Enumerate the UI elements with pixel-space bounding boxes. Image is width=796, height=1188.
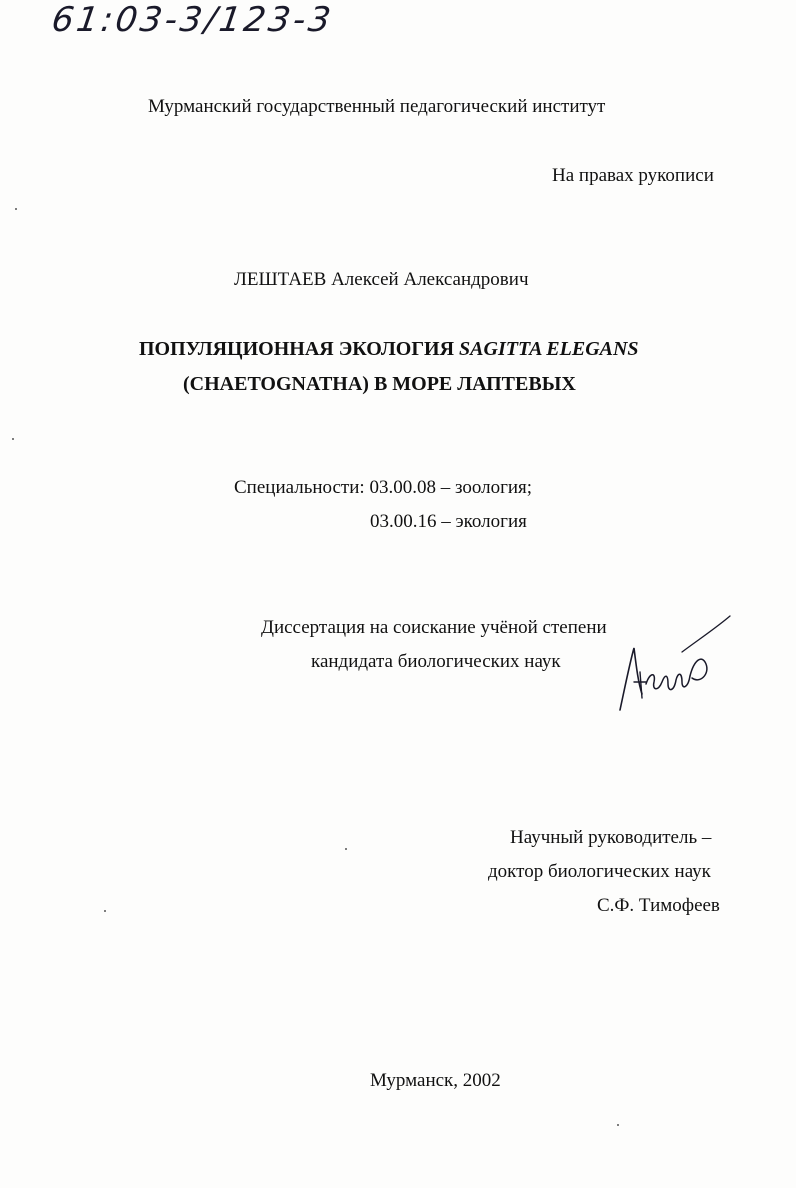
supervisor-degree: доктор биологических наук xyxy=(488,861,711,882)
specialty-zoology: 03.00.08 – зоология; xyxy=(369,477,533,498)
specialty-ecology: 03.00.16 – экология xyxy=(370,511,527,532)
supervisor-name: С.Ф. Тимофеев xyxy=(597,895,720,916)
supervisor-role: Научный руководитель – xyxy=(510,827,712,848)
scan-speck xyxy=(104,910,106,912)
author-signature xyxy=(612,612,742,717)
specialties-line-1 xyxy=(234,476,532,500)
author-name: ЛЕШТАЕВ Алексей Александрович xyxy=(234,269,529,290)
institution-name: Мурманский государственный педагогический институт xyxy=(148,96,606,117)
manuscript-rights-note: На правах рукописи xyxy=(552,165,714,186)
title-prefix: ПОПУЛЯЦИОННАЯ ЭКОЛОГИЯ xyxy=(139,338,460,360)
place-and-year: Мурманск, 2002 xyxy=(370,1070,501,1091)
degree-line-1: Диссертация на соискание учёной степени xyxy=(261,617,607,638)
scan-speck xyxy=(617,1124,619,1126)
specialties-label: Специальности: xyxy=(234,477,365,498)
dissertation-title-line-2: (CHAETOGNATHA) В МОРЕ ЛАПТЕВЫХ xyxy=(183,373,576,395)
scan-speck xyxy=(15,208,17,210)
degree-line-2: кандидата биологических наук xyxy=(311,651,561,672)
scan-speck xyxy=(12,438,14,440)
archive-number: 61:03-3/123-3 xyxy=(49,0,336,40)
title-species-name: SAGITTA ELEGANS xyxy=(459,338,639,360)
scan-speck xyxy=(345,848,347,850)
dissertation-title-line-1 xyxy=(139,337,639,361)
